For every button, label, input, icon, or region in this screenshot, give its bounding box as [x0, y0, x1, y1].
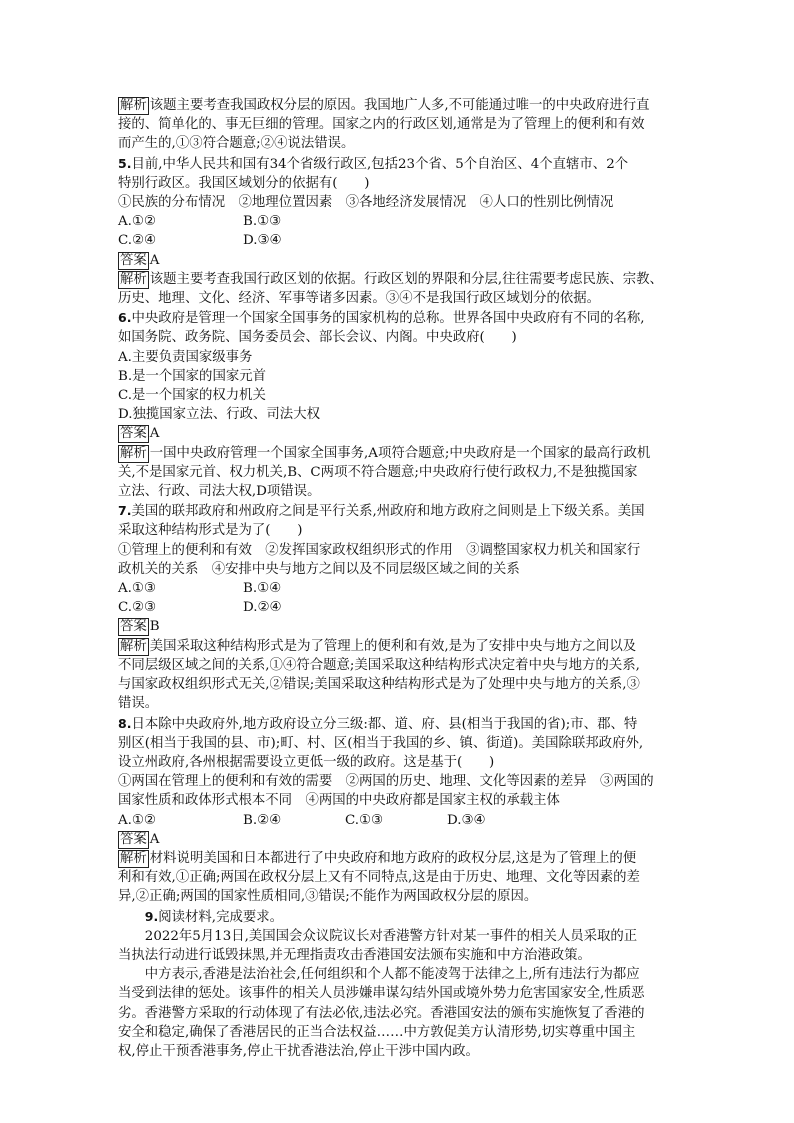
- statements: 政机关的关系 ④安排中央与地方之间以及不同层级区域之间的关系: [118, 561, 520, 577]
- explanation-tag: 解析: [120, 445, 147, 461]
- options-row: A.①③ B.①④: [118, 581, 282, 597]
- options-row: A.①② B.①③: [118, 214, 282, 230]
- explanation-tag: 解析: [120, 850, 147, 866]
- intro-explanation: 解析 该题主要考查我国政权分层的原因。我国地广人多,不可能通过唯一的中央政府进行直 接的、简单化的、事无巨细的管理。国家之内的行政区划,通常是为了管理上的便利和有效 而产生的,①③符合题意;②④说法错误。: [118, 98, 650, 152]
- choice: B.是一个国家的国家元首: [118, 368, 267, 384]
- question-8: 8.日本除中央政府外,地方政府设立分三级:都、道、府、县(相当于我国的省);市、郡、特 别区(相当于我国的县、市);町、村、区(相当于我国的乡、镇、街道)。美国除联邦政府外, 设立州政府,各州根据需要设立更低一级的政府。这是基于( ) ①两国在管理上的便利和有效的需要 ②两国的历史、地理、文化等因素的差异 ③两国的 国家性质和政体形式根本不同 ④两国的中央政府都是国家主权的承载主体 A.①② B.②④ C.①③ D.③④ 答案 A 解析 材料说明美国和日本都进行了中央政府和地方政府的政权分层,这是为了管理上的便 利和有效,①正确;两国在政权分层上又有不同特点,这是由于历史、地理、文化等因素的差 异,②正确;两国的国家性质相同,③错误;不能作为两国政权分层的原因。: [118, 714, 678, 907]
- answer: 答案 B: [120, 619, 160, 635]
- question-9: 9.阅读材料,完成要求。 2022年5月13日,美国国会众议院议长对香港警方针对某一事件的相关人员采取的正 当执法行动进行诋毁抹黑,并无理指责攻击香港国安法颁布实施和中方治港政策。 中方表示,香港是法治社会,任何组织和个人都不能凌驾于法律之上,所有违法行为都应 当受到法律的惩处。该事件的相关人员涉嫌串谋勾结外国或境外势力危害国家安全,性质恶 劣。香港警方采取的行动体现了有法必依,违法必究。香港国安法的颁布实施恢复了香港的 安全和稳定,确保了香港居民的正当合法权益……中方敦促美方认清形势,切实尊重中国主 权,停止干预香港事务,停止干扰香港法治,停止干涉中国内政。: [118, 907, 678, 1062]
- answer: 答案 A: [120, 252, 160, 268]
- explanation-tag: 解析: [120, 98, 147, 113]
- answer: 答案 A: [120, 426, 160, 442]
- explanation-tag: 解析: [120, 271, 147, 287]
- question-7: 7.美国的联邦政府和州政府之间是平行关系,州政府和地方政府之间则是上下级关系。美国 采取这种结构形式是为了( ) ①管理上的便利和有效 ②发挥国家政权组织形式的作用 ③调整国家权力机关和国家行 政机关的关系 ④安排中央与地方之间以及不同层级区域之间的关系 A.①③ B.①④ C.②③ D.②④ 答案 B 解析 美国采取这种结构形式是为了管理上的便利和有效,是为了安排中央与地方之间以及 不同层级区域之间的关系,①④符合题意;美国采取这种结构形式决定着中央与地方的关系, 与国家政权组织形式无关,②错误;美国采取这种结构形式是为了处理中央与地方的关系,③ 错误。: [118, 501, 678, 713]
- answer: 答案 A: [120, 831, 160, 847]
- statements: 国家性质和政体形式根本不同 ④两国的中央政府都是国家主权的承载主体: [118, 793, 560, 809]
- choice: A.主要负责国家级事务: [118, 349, 253, 365]
- options-row: C.②③ D.②④: [118, 600, 282, 616]
- answer-tag: 答案: [120, 619, 147, 635]
- statements: ①民族的分布情况 ②地理位置因素 ③各地经济发展情况 ④人口的性别比例情况: [118, 195, 614, 211]
- material-paragraph: 2022年5月13日,美国国会众议院议长对香港警方针对某一事件的相关人员采取的正: [144, 928, 638, 944]
- statements: ①两国在管理上的便利和有效的需要 ②两国的历史、地理、文化等因素的差异 ③两国的: [118, 774, 654, 790]
- material-paragraph: 中方表示,香港是法治社会,任何组织和个人都不能凌驾于法律之上,所有违法行为都应: [144, 967, 640, 983]
- choice: C.是一个国家的权力机关: [118, 388, 266, 404]
- question-6: 6.中央政府是管理一个国家全国事务的国家机构的总称。世界各国中央政府有不同的名称, 如国务院、政务院、国务委员会、部长会议、内阁。中央政府( ) A.主要负责国家级事务 B.是一个国家的国家元首 C.是一个国家的权力机关 D.独揽国家立法、行政、司法大权 答案 A 解析 一国中央政府管理一个国家全国事务,A项符合题意;中央政府是一个国家的最高行政机 关,不是国家元首、权力机关,B、C两项不符合题意;中央政府行使行政权力,不是独揽国家 立法、行政、司法大权,D项错误。: [118, 308, 678, 501]
- answer-tag: 答案: [120, 252, 147, 268]
- options-row: C.②④ D.③④: [118, 233, 282, 249]
- explanation-tag: 解析: [120, 638, 147, 654]
- answer-tag: 答案: [120, 426, 147, 442]
- options-row: A.①② B.②④ C.①③ D.③④: [118, 812, 486, 828]
- statements: ①管理上的便利和有效 ②发挥国家政权组织形式的作用 ③调整国家权力机关和国家行: [118, 542, 641, 558]
- choice: D.独揽国家立法、行政、司法大权: [118, 407, 320, 423]
- document-page: [118, 96, 678, 1061]
- question-5: 5.目前,中华人民共和国有34个省级行政区,包括23个省、5个自治区、4个直辖市、2个 特别行政区。我国区域划分的依据有( ) ①民族的分布情况 ②地理位置因素 ③各地经济发展情况 ④人口的性别比例情况 A.①② B.①③ C.②④ D.③④ 答案 A 解析 该题主要考查我国行政区划的依据。行政区划的界限和分层,往往需要考虑民族、宗教、 历史、地理、文化、经济、军事等诸多因素。③④不是我国行政区域划分的依据。: [118, 154, 678, 309]
- answer-tag: 答案: [120, 831, 147, 847]
